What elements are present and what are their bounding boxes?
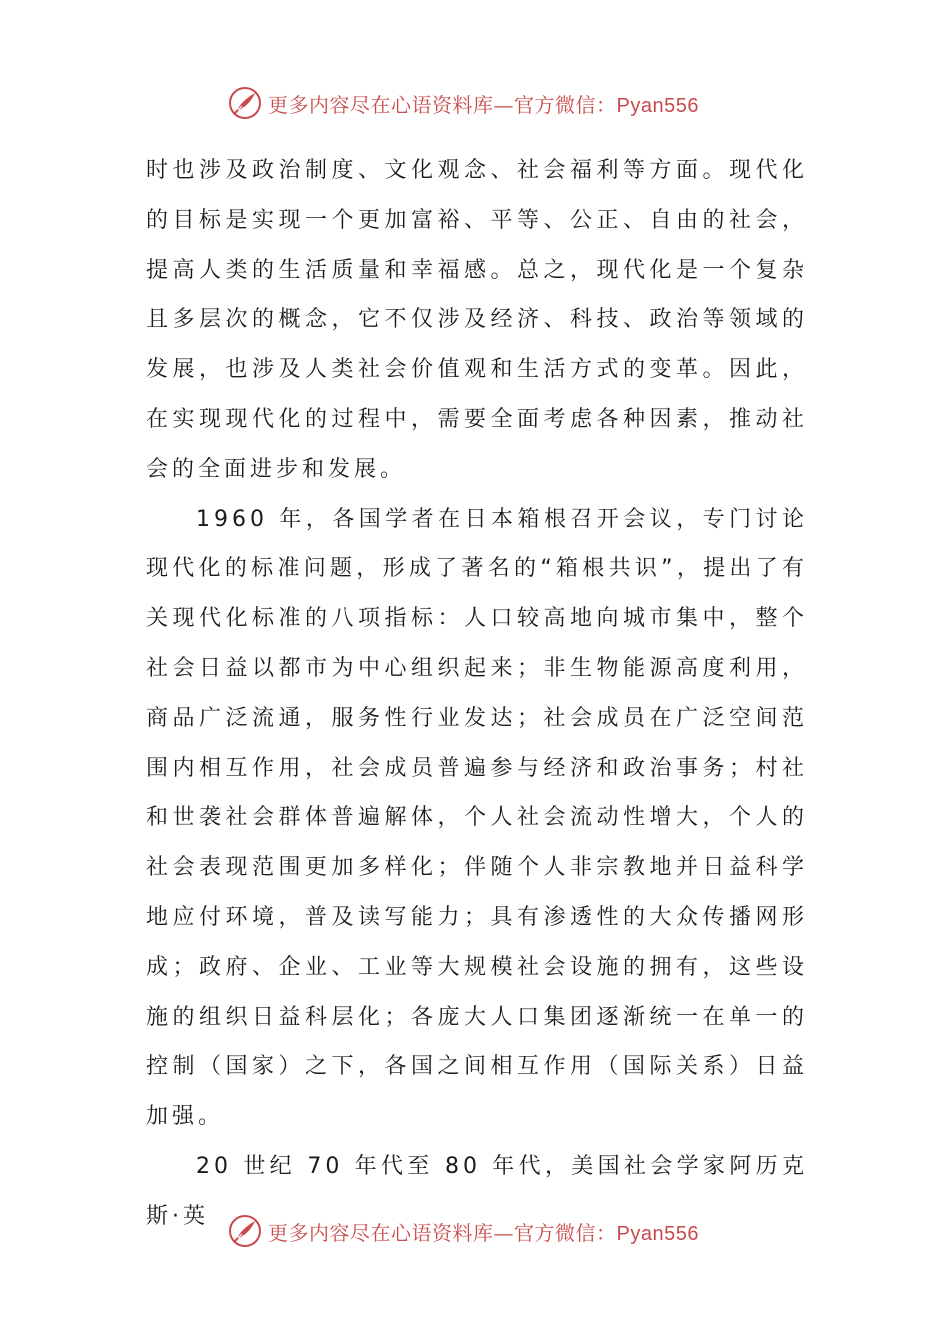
header-banner-text	[268, 89, 699, 118]
footer-banner-cn: 更多内容尽在心语资料库—官方微信：	[268, 1220, 617, 1245]
paragraph-1: 时也涉及政治制度、文化观念、社会福利等方面。现代化的目标是实现一个更加富裕、平等、公正、自由的社会，提高人类的生活质量和幸福感。总之，现代化是一个复杂且多层次的概念，它不仅涉及经济、科技、政治等领域的发展，也涉及人类社会价值观和生活方式的变革。因此，在实现现代化的过程中，需要全面考虑各种因素，推动社会的全面进步和发展。	[146, 158, 808, 482]
quill-pen-logo-icon	[228, 86, 262, 120]
quill-pen-logo-icon	[228, 1214, 262, 1248]
header-banner-wechat-id: Pyan556	[616, 94, 699, 117]
paragraph-2: 1960 年，各国学者在日本箱根召开会议，专门讨论现代化的标准问题，形成了著名的“箱根共识”，提出了有关现代化标准的八项指标：人口较高地向城市集中，整个社会日益以都市为中心组织起来；非生物能源高度利用，商品广泛流通，服务性行业发达；社会成员在广泛空间范围内相互作用，社会成员普遍参与经济和政治事务；村社和世袭社会群体普遍解体，个人社会流动性增大，个人的社会表现范围更加多样化；伴随个人非宗教地并日益科学地应付环境，普及读写能力；具有渗透性的大众传播网形成；政府、企业、工业等大规模社会设施的拥有，这些设施的组织日益科层化；各庞大人口集团逐渐统一在单一的控制（国家）之下，各国之间相互作用（国际关系）日益加强。	[146, 506, 808, 1130]
document-body	[146, 146, 808, 1242]
header-banner-cn: 更多内容尽在心语资料库—官方微信：	[268, 92, 617, 117]
footer-banner-text	[268, 1217, 699, 1246]
header-banner	[228, 86, 748, 120]
footer-banner-wechat-id: Pyan556	[616, 1222, 699, 1245]
footer-banner	[228, 1214, 748, 1248]
paragraph-3: 20 世纪 70 年代至 80 年代，美国社会学家阿历克斯·英	[146, 1153, 808, 1229]
